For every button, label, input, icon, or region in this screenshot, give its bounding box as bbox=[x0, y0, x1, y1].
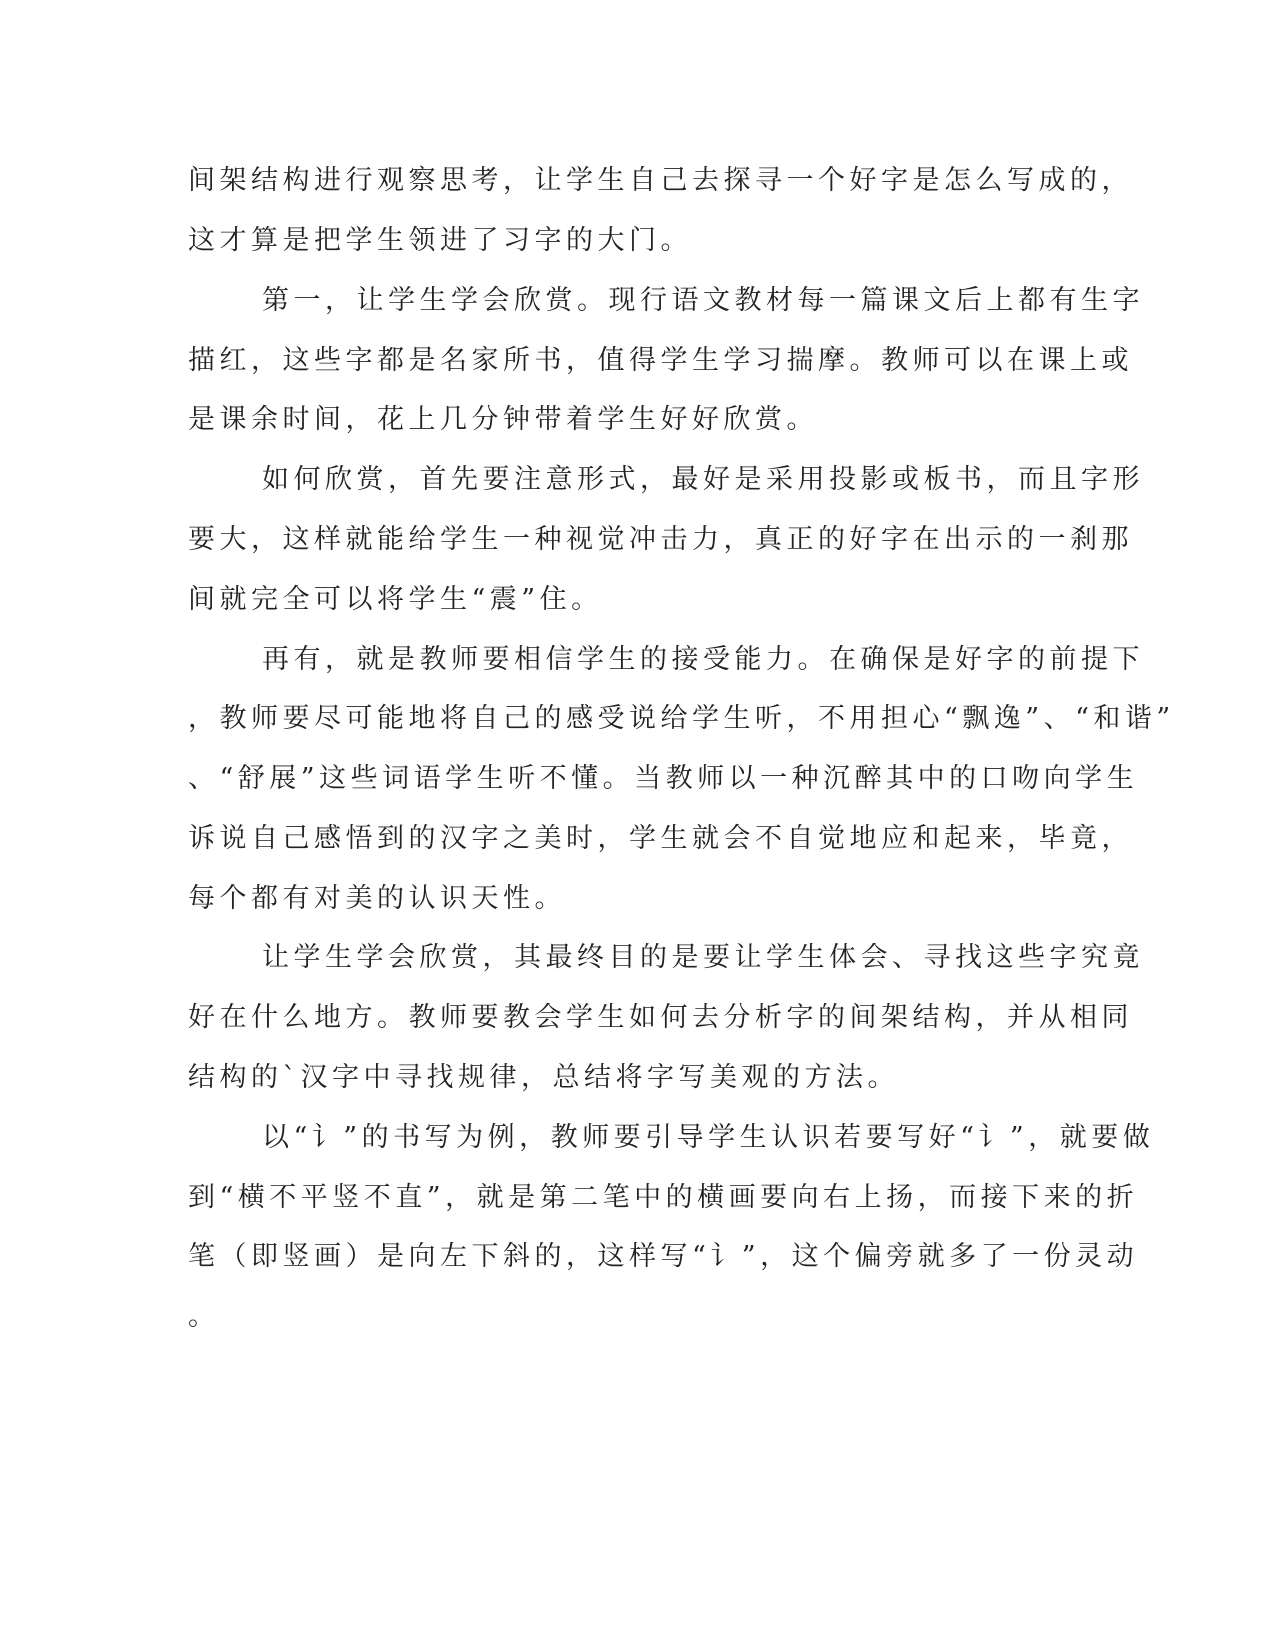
paragraph-start-line: 再有，就是教师要相信学生的接受能力。在确保是好字的前提下 bbox=[262, 644, 1144, 675]
paragraph-start-line: 以“讠”的书写为例，教师要引导学生认识若要写好“讠”，就要做 bbox=[262, 1122, 1155, 1153]
paragraph-start-line: 第一，让学生学会欣赏。现行语文教材每一篇课文后上都有生字 bbox=[262, 285, 1144, 316]
text-line: 间就完全可以将学生“震”住。 bbox=[188, 584, 603, 615]
text-line: 笔（即竖画）是向左下斜的，这样写“讠”，这个偏旁就多了一份灵动 bbox=[188, 1241, 1139, 1272]
text-line: 这才算是把学生领进了习字的大门。 bbox=[188, 225, 692, 256]
text-line: 诉说自己感悟到的汉字之美时，学生就会不自觉地应和起来，毕竟， bbox=[188, 823, 1133, 854]
text-line: 描红，这些字都是名家所书，值得学生学习揣摩。教师可以在课上或 bbox=[188, 345, 1133, 376]
text-line: 到“横不平竖不直”，就是第二笔中的横画要向右上扬，而接下来的折 bbox=[188, 1182, 1139, 1213]
paragraph-start-line: 让学生学会欣赏，其最终目的是要让学生体会、寻找这些字究竟 bbox=[262, 942, 1144, 973]
text-line: 结构的`汉字中寻找规律，总结将字写美观的方法。 bbox=[188, 1062, 899, 1093]
text-line: 是课余时间，花上几分钟带着学生好好欣赏。 bbox=[188, 404, 818, 435]
text-line: 间架结构进行观察思考，让学生自己去探寻一个好字是怎么写成的， bbox=[188, 165, 1133, 196]
text-line: 、“舒展”这些词语学生听不懂。当教师以一种沉醉其中的口吻向学生 bbox=[188, 763, 1139, 794]
text-line: ，教师要尽可能地将自己的感受说给学生听，不用担心“飘逸”、“和谐” bbox=[188, 703, 1175, 734]
text-line: 好在什么地方。教师要教会学生如何去分析字的间架结构，并从相同 bbox=[188, 1002, 1133, 1033]
text-line: 要大，这样就能给学生一种视觉冲击力，真正的好字在出示的一刹那 bbox=[188, 524, 1133, 555]
paragraph-start-line: 如何欣赏，首先要注意形式，最好是采用投影或板书，而且字形 bbox=[262, 464, 1144, 495]
text-line: 每个都有对美的认识天性。 bbox=[188, 883, 566, 914]
text-line: 。 bbox=[188, 1301, 220, 1332]
